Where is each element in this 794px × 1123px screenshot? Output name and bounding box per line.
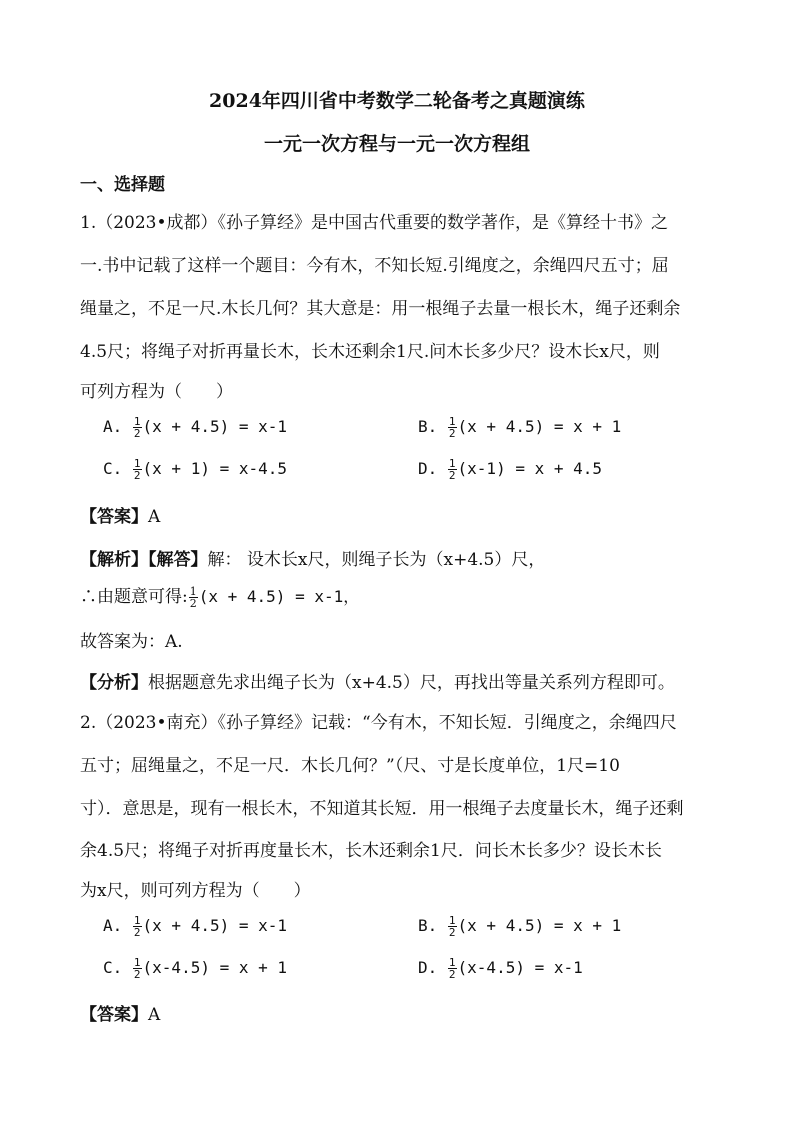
answer-label: 【答案】 bbox=[80, 507, 148, 527]
q2-text-line: 五寸；屈绳量之，不足一尺．木长几何？”（尺、寸是长度单位，1尺=10 bbox=[80, 756, 620, 776]
fraction-half: $\frac{1}{2}$ bbox=[448, 956, 456, 981]
option-letter: B. bbox=[418, 916, 438, 935]
page-title: 2024年四川省中考数学二轮备考之真题演练 bbox=[209, 90, 585, 112]
option-expression: (x + 4.5) = x-1 bbox=[142, 916, 288, 935]
option-expression: (x-1) = x + 4.5 bbox=[457, 459, 603, 478]
fraction-half: $\frac{1}{2}$ bbox=[448, 914, 456, 939]
q2-option-b bbox=[418, 915, 621, 938]
fraction-half: $\frac{1}{2}$ bbox=[189, 585, 197, 610]
q1-option-b bbox=[418, 416, 621, 439]
fraction-half: $\frac{1}{2}$ bbox=[448, 415, 456, 440]
q2-text-line: 余4.5尺；将绳子对折再度量长木，长木还剩余1尺．问长木长多少？设长木长 bbox=[80, 841, 662, 861]
q1-text-line: 一.书中记载了这样一个题目：今有木，不知长短.引绳度之，余绳四尺五寸；屈 bbox=[80, 256, 669, 276]
option-expression: (x + 1) = x-4.5 bbox=[142, 459, 288, 478]
q1-derivation bbox=[80, 582, 359, 609]
option-expression: (x + 4.5) = x + 1 bbox=[457, 916, 622, 935]
q2-text-line: 为x尺，则可列方程为（ ） bbox=[80, 881, 311, 901]
option-letter: C. bbox=[103, 958, 123, 977]
q2-text-line: 2.（2023•南充）《孙子算经》记载：“今有木，不知长短．引绳度之，余绳四尺 bbox=[80, 713, 677, 733]
q1-text-line: 绳量之，不足一尺.木长几何？其大意是：用一根绳子去量一根长木，绳子还剩余 bbox=[80, 299, 681, 319]
q2-text-line: 寸）．意思是，现有一根长木，不知道其长短．用一根绳子去度量长木，绳子还剩 bbox=[80, 799, 684, 819]
section-heading: 一、选择题 bbox=[80, 175, 165, 195]
q1-answer bbox=[80, 502, 160, 527]
fraction-half: $\frac{1}{2}$ bbox=[133, 415, 141, 440]
derivation-prefix: ∴由题意可得: bbox=[80, 587, 188, 607]
analysis-text: 解： 设木长x尺，则绳子长为（x+4.5）尺， bbox=[207, 550, 546, 570]
q2-answer bbox=[80, 1000, 160, 1025]
option-expression: (x-4.5) = x + 1 bbox=[142, 958, 288, 977]
option-letter: C. bbox=[103, 459, 123, 478]
q1-text-line: 可列方程为（ ） bbox=[80, 382, 233, 402]
option-letter: B. bbox=[418, 417, 438, 436]
answer-value: A bbox=[148, 1005, 161, 1025]
answer-label: 【答案】 bbox=[80, 1005, 148, 1025]
fraction-half: $\frac{1}{2}$ bbox=[133, 956, 141, 981]
option-expression: (x + 4.5) = x + 1 bbox=[457, 417, 622, 436]
option-letter: A. bbox=[103, 417, 123, 436]
option-expression: (x + 4.5) = x-1 bbox=[142, 417, 288, 436]
q2-option-a bbox=[103, 915, 287, 938]
option-letter: D. bbox=[418, 459, 438, 478]
option-letter: D. bbox=[418, 958, 438, 977]
fenxi-label: 【分析】 bbox=[80, 673, 148, 693]
q1-fenxi bbox=[80, 668, 675, 693]
q1-conclusion: 故答案为：A. bbox=[80, 632, 183, 652]
q1-option-c bbox=[103, 458, 287, 481]
fraction-half: $\frac{1}{2}$ bbox=[448, 457, 456, 482]
q1-text-line: 1.（2023•成都）《孙子算经》是中国古代重要的数学著作，是《算经十书》之 bbox=[80, 213, 669, 233]
q2-option-c bbox=[103, 957, 287, 980]
q1-option-d bbox=[418, 458, 602, 481]
page-subtitle: 一元一次方程与一元一次方程组 bbox=[263, 133, 530, 155]
option-letter: A. bbox=[103, 916, 123, 935]
fraction-half: $\frac{1}{2}$ bbox=[133, 914, 141, 939]
analysis-label: 【解析】【解答】 bbox=[80, 550, 208, 570]
q1-text-line: 4.5尺；将绳子对折再量长木，长木还剩余1尺.问木长多少尺？设木长x尺，则 bbox=[80, 342, 660, 362]
answer-value: A bbox=[148, 507, 161, 527]
derivation-expression: (x + 4.5) = x-1， bbox=[198, 587, 360, 606]
fraction-half: $\frac{1}{2}$ bbox=[133, 457, 141, 482]
q1-analysis bbox=[80, 545, 545, 570]
q1-option-a bbox=[103, 416, 287, 439]
option-expression: (x-4.5) = x-1 bbox=[457, 958, 583, 977]
q2-option-d bbox=[418, 957, 583, 980]
fenxi-text: 根据题意先求出绳子长为（x+4.5）尺，再找出等量关系列方程即可。 bbox=[148, 673, 675, 693]
